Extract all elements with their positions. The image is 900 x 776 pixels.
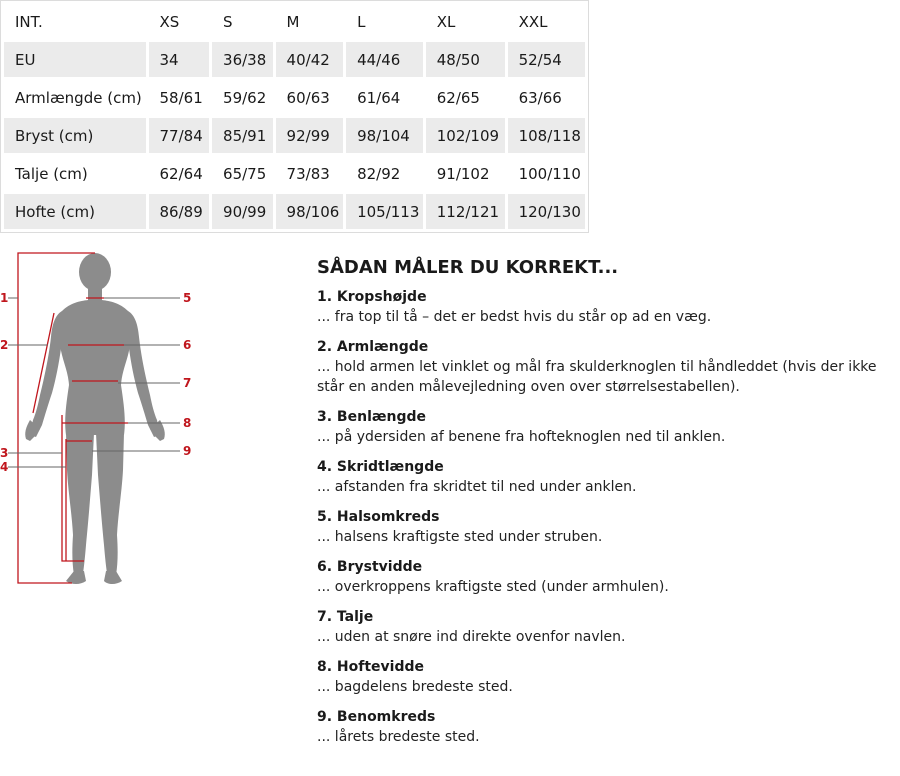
step-description: ... uden at snøre ind direkte ovenfor navlen.: [317, 629, 626, 645]
table-cell: 98/104: [346, 118, 423, 153]
instruction-step: [317, 457, 900, 497]
table-row: [4, 118, 585, 153]
table-cell: 62/64: [149, 156, 210, 191]
table-header-cell: INT.: [4, 4, 146, 39]
figure-label-7: 7: [183, 376, 192, 390]
body-silhouette-diagram: [0, 245, 205, 590]
table-cell: 102/109: [426, 118, 505, 153]
table-cell: 63/66: [508, 80, 585, 115]
table-cell: 36/38: [212, 42, 273, 77]
table-cell: 58/61: [149, 80, 210, 115]
table-cell: 91/102: [426, 156, 505, 191]
table-row: [4, 156, 585, 191]
figure-label-1: 1: [0, 291, 9, 305]
step-title: 2. Armlængde: [317, 339, 429, 355]
table-cell: 100/110: [508, 156, 585, 191]
row-label: Hofte (cm): [4, 194, 146, 229]
table-cell: 60/63: [276, 80, 344, 115]
step-title: 1. Kropshøjde: [317, 289, 427, 305]
instruction-step: [317, 337, 900, 397]
row-label: Armlængde (cm): [4, 80, 146, 115]
step-description: ... afstanden fra skridtet til ned under anklen.: [317, 479, 637, 495]
step-description: ... fra top til tå – det er bedst hvis du står op ad en væg.: [317, 309, 712, 325]
table-cell: 108/118: [508, 118, 585, 153]
instruction-step: [317, 407, 900, 447]
table-cell: 77/84: [149, 118, 210, 153]
table-cell: 62/65: [426, 80, 505, 115]
table-header-cell: M: [276, 4, 344, 39]
row-label: Bryst (cm): [4, 118, 146, 153]
step-description: ... overkroppens kraftigste sted (under armhulen).: [317, 579, 669, 595]
step-description: ... halsens kraftigste sted under struben.: [317, 529, 603, 545]
instructions-title: SÅDAN MÅLER DU KORREKT...: [317, 257, 619, 278]
instruction-step: [317, 657, 900, 697]
figure-label-9: 9: [183, 444, 192, 458]
step-title: 4. Skridtlængde: [317, 459, 444, 475]
step-title: 6. Brystvidde: [317, 559, 423, 575]
table-cell: 65/75: [212, 156, 273, 191]
row-label: Talje (cm): [4, 156, 146, 191]
figure-label-4: 4: [0, 460, 9, 474]
step-title: 3. Benlængde: [317, 409, 427, 425]
instruction-step: [317, 507, 900, 547]
instruction-step: [317, 287, 900, 327]
row-label: EU: [4, 42, 146, 77]
table-header-cell: XL: [426, 4, 505, 39]
instruction-step: [317, 607, 900, 647]
table-cell: 48/50: [426, 42, 505, 77]
table-cell: 61/64: [346, 80, 423, 115]
table-cell: 40/42: [276, 42, 344, 77]
table-cell: 85/91: [212, 118, 273, 153]
table-header-cell: XS: [149, 4, 210, 39]
table-cell: 59/62: [212, 80, 273, 115]
step-title: 8. Hoftevidde: [317, 659, 425, 675]
table-row: [4, 42, 585, 77]
figure-label-8: 8: [183, 416, 192, 430]
table-cell: 73/83: [276, 156, 344, 191]
step-title: 9. Benomkreds: [317, 709, 436, 725]
step-description: ... på ydersiden af benene fra hofteknoglen ned til anklen.: [317, 429, 726, 445]
step-description: ... hold armen let vinklet og mål fra skulderknoglen til håndleddet (hvis der ikke står en anden målevejledning oven over størrelsestabellen).: [317, 359, 877, 395]
table-cell: 92/99: [276, 118, 344, 153]
step-description: ... lårets bredeste sted.: [317, 729, 480, 745]
table-row: [4, 194, 585, 229]
step-title: 7. Talje: [317, 609, 374, 625]
table-header-row: [4, 4, 585, 39]
figure-label-3: 3: [0, 446, 9, 460]
table-cell: 52/54: [508, 42, 585, 77]
table-cell: 82/92: [346, 156, 423, 191]
instruction-step: [317, 707, 900, 747]
figure-label-5: 5: [183, 291, 192, 305]
step-description: ... bagdelens bredeste sted.: [317, 679, 513, 695]
table-row: [4, 80, 585, 115]
table-cell: 105/113: [346, 194, 423, 229]
table-cell: 34: [149, 42, 210, 77]
table-header-cell: L: [346, 4, 423, 39]
table-cell: 98/106: [276, 194, 344, 229]
table-cell: 90/99: [212, 194, 273, 229]
figure-label-6: 6: [183, 338, 192, 352]
step-title: 5. Halsomkreds: [317, 509, 440, 525]
body-measurement-figure: [0, 245, 205, 590]
measurement-instructions: [317, 255, 900, 757]
size-table: [0, 0, 589, 233]
table-cell: 112/121: [426, 194, 505, 229]
table-header-cell: S: [212, 4, 273, 39]
table-cell: 120/130: [508, 194, 585, 229]
table-header-cell: XXL: [508, 4, 585, 39]
table-cell: 86/89: [149, 194, 210, 229]
table-cell: 44/46: [346, 42, 423, 77]
figure-label-2: 2: [0, 338, 9, 352]
body-silhouette-icon: [25, 253, 165, 584]
instruction-step: [317, 557, 900, 597]
